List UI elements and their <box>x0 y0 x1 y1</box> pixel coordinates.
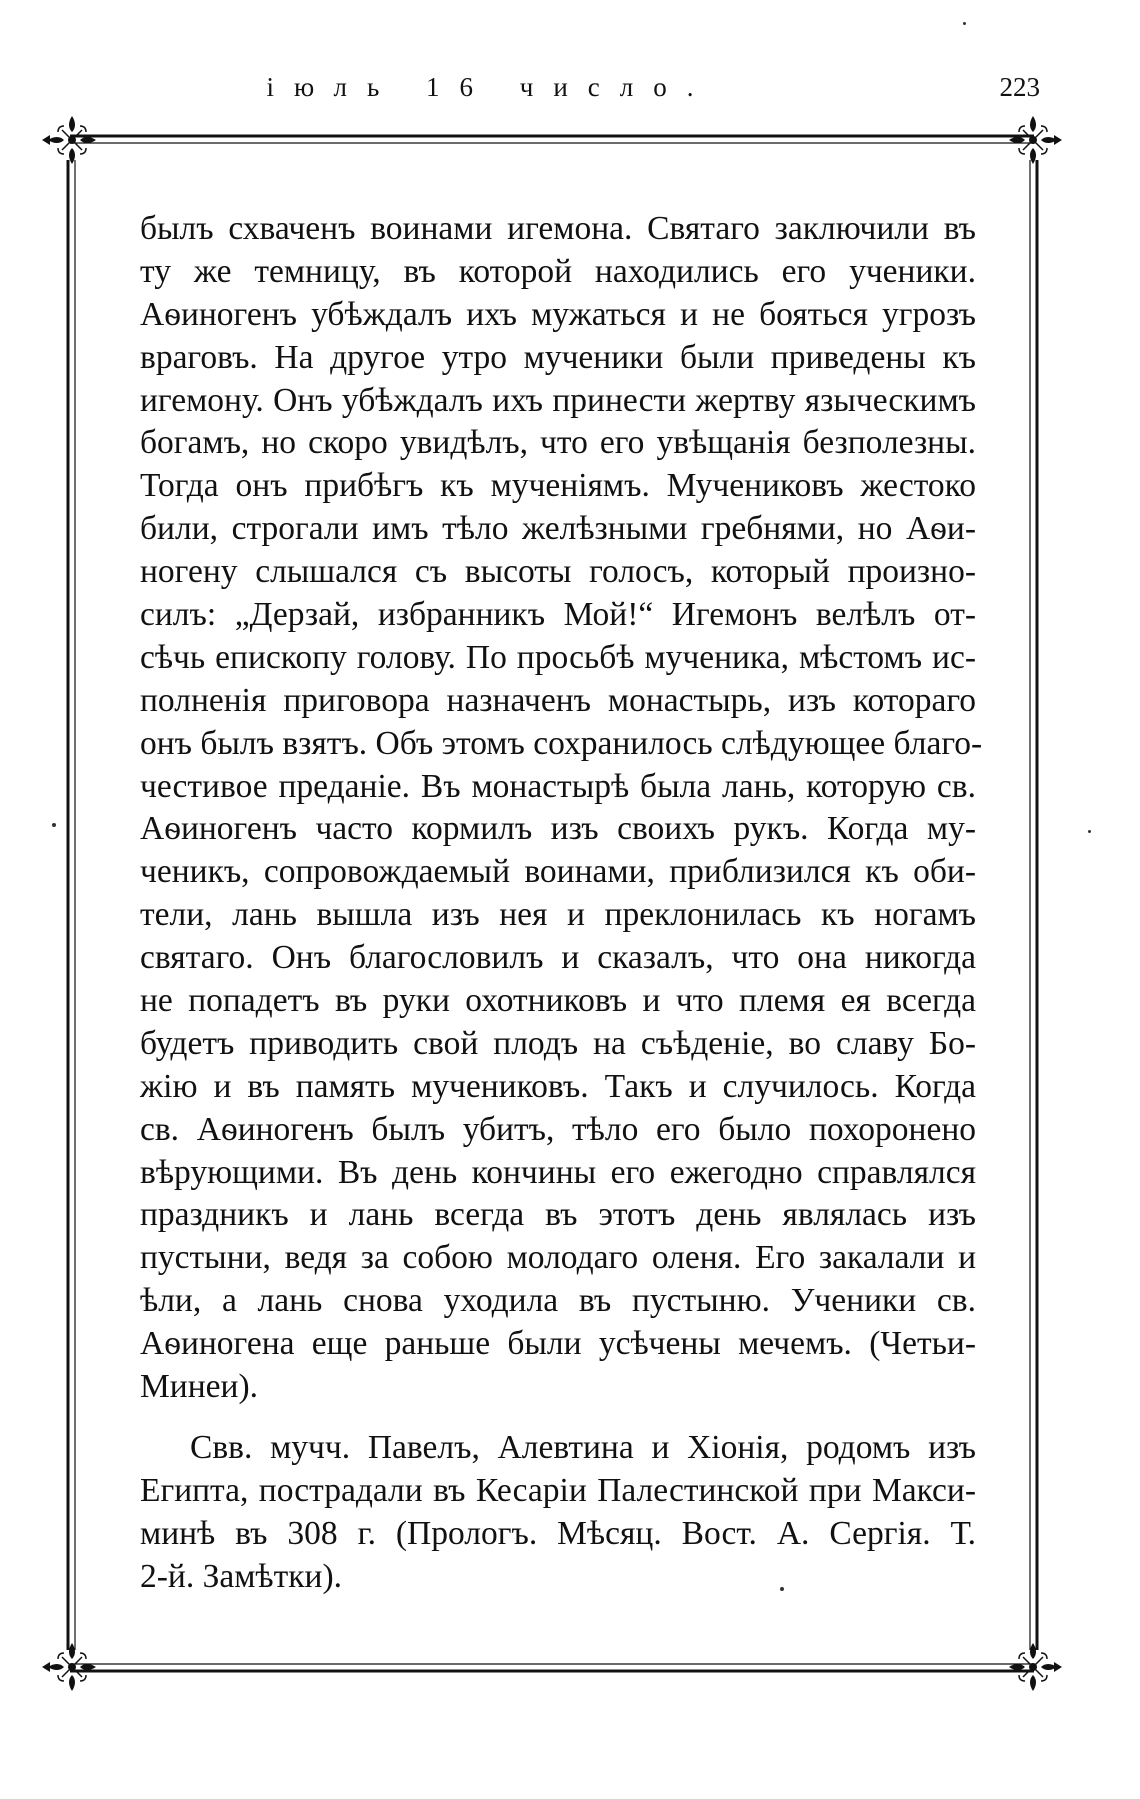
text-line: сѣчь епископу голову. По просьбѣ мученика, мѣстомъ ис- <box>140 638 976 676</box>
running-title: іюль 16 число. <box>266 72 714 102</box>
scan-speck <box>52 823 56 827</box>
text-line: честивое преданіе. Въ монастырѣ была лань, которую св. <box>140 767 976 805</box>
text-line: ѣли, а лань снова уходила въ пустыню. Ученики св. <box>140 1282 976 1320</box>
text-line: святаго. Онъ благословилъ и сказалъ, что она никогда <box>140 939 976 977</box>
text-line: будетъ приводить свой плодъ на съѣденіе, во славу Бо- <box>140 1024 976 1062</box>
text-line: Аѳиногенъ часто кормилъ изъ своихъ рукъ. Когда му- <box>140 810 976 848</box>
scan-speck <box>1088 830 1091 833</box>
text-line: Минеи). <box>140 1368 258 1406</box>
text-line: Аѳиногена еще раньше были усѣчены мечемъ. (Четьи- <box>140 1325 976 1363</box>
text-line: онъ былъ взятъ. Объ этомъ сохранилось слѣдующее благо- <box>140 724 983 762</box>
text-line: вѣрующими. Въ день кончины его ежегодно справлялся <box>140 1153 976 1191</box>
scan-speck <box>780 1587 784 1591</box>
text-line: минѣ въ 308 г. (Прологъ. Мѣсяц. Вост. А. Сергія. Т. <box>140 1514 976 1552</box>
text-line: св. Аѳиногенъ былъ убитъ, тѣло его было похоронено <box>140 1110 976 1148</box>
text-line: ногену слышался съ высоты голосъ, который произно- <box>140 553 976 591</box>
text-line: били, строгали имъ тѣло желѣзными гребнями, но Аѳи- <box>140 510 976 548</box>
text-line: 2-й. Замѣтки). <box>140 1557 342 1595</box>
text-line: Египта, пострадали въ Кесаріи Палестинской при Макси- <box>140 1471 976 1509</box>
body-text <box>140 208 983 1599</box>
text-line: игемону. Онъ убѣждалъ ихъ принести жертву языческимъ <box>140 381 976 419</box>
text-line: Свв. мучч. Павелъ, Алевтина и Хіонія, родомъ изъ <box>190 1428 976 1466</box>
paragraph <box>140 1427 976 1599</box>
text-line: Тогда онъ прибѣгъ къ мученіямъ. Мучениковъ жестоко <box>140 467 976 505</box>
text-line: богамъ, но скоро увидѣлъ, что его увѣщанія безполезны. <box>140 424 976 462</box>
text-line: пустыни, ведя за собою молодаго оленя. Его закалали и <box>140 1239 976 1277</box>
page-number: 223 <box>999 72 1040 102</box>
text-line: не попадетъ въ руки охотниковъ и что племя ея всегда <box>140 982 976 1020</box>
text-line: былъ схваченъ воинами игемона. Святаго заключили въ <box>140 210 976 247</box>
paragraph <box>140 208 983 1409</box>
text-line: ту же темницу, въ которой находились его ученики. <box>140 252 976 290</box>
text-line: силъ: „Дерзай, избранникъ Мой!“ Игемонъ велѣлъ от- <box>140 596 976 634</box>
text-line: жію и въ память мучениковъ. Такъ и случилось. Когда <box>140 1067 976 1105</box>
page-header <box>0 72 1140 112</box>
scan-speck <box>963 22 966 25</box>
text-line: Аѳиногенъ убѣждалъ ихъ мужаться и не бояться угрозъ <box>140 295 976 333</box>
text-line: враговъ. На другое утро мученики были приведены къ <box>140 338 976 376</box>
text-line: полненія приговора назначенъ монастырь, изъ котораго <box>140 681 976 719</box>
text-line: ченикъ, сопровождаемый воинами, приблизился къ оби- <box>140 853 976 891</box>
text-line: тели, лань вышла изъ нея и преклонилась къ ногамъ <box>140 896 976 934</box>
text-line: праздникъ и лань всегда въ этотъ день являлась изъ <box>140 1196 976 1234</box>
